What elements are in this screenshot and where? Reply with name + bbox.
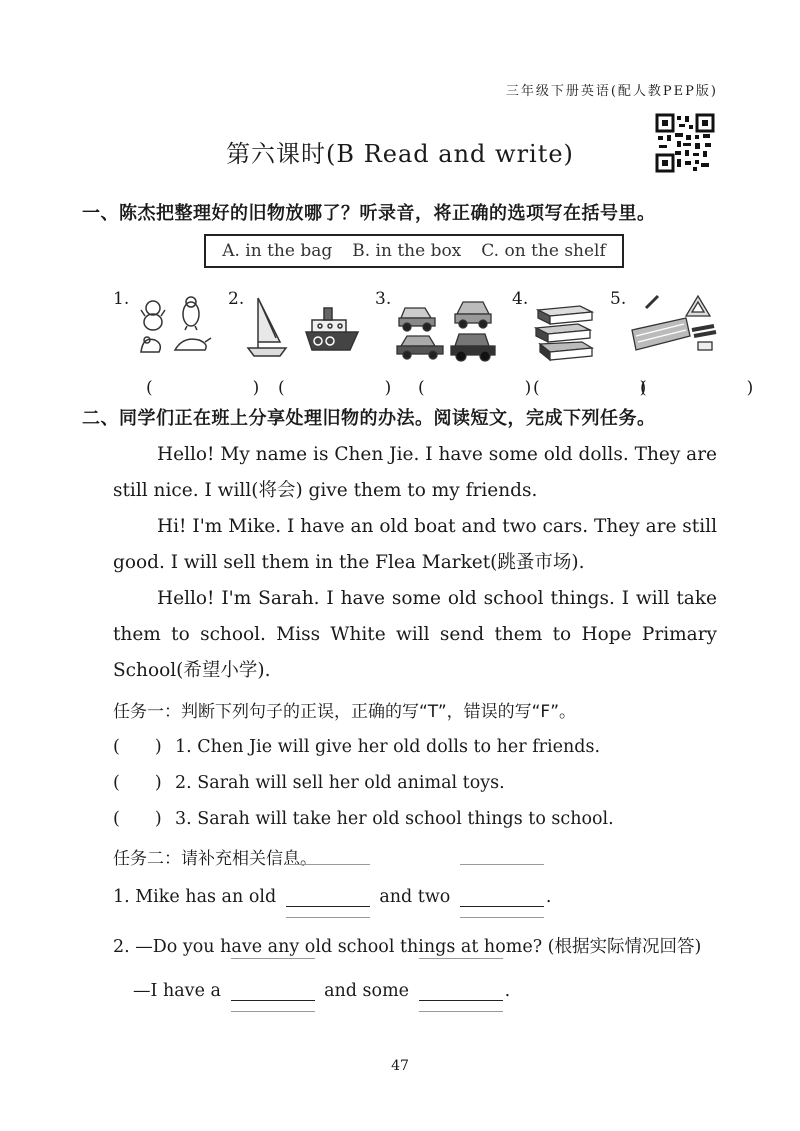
option-a: A. in the bag — [222, 241, 333, 261]
passage-paragraph: Hi! I'm Mike. I have an old boat and two cars. They are still good. I will sell them in the Flea Market(跳蚤市场). — [113, 516, 717, 573]
series-header: 三年级下册英语(配人教PEP版) — [505, 84, 718, 99]
answer-bracket[interactable]: ( ) — [533, 378, 669, 398]
answer-bracket[interactable]: ( ) — [113, 773, 162, 793]
tf-item: ( ) 1. Chen Jie will give her old dolls to her friends. — [113, 733, 600, 758]
school-things-icon — [628, 292, 720, 362]
options-box — [204, 234, 624, 268]
item-number: 3. — [375, 289, 392, 309]
tf-item: ( ) 2. Sarah will sell her old animal toys. — [113, 769, 505, 794]
item-number: 2. — [228, 289, 245, 309]
item-number: 5. — [610, 289, 627, 309]
answer-bracket[interactable]: ( ) — [146, 378, 282, 398]
task2-heading: 任务二：请补充相关信息。 — [113, 849, 317, 869]
answer-bracket[interactable]: ( ) — [418, 378, 554, 398]
fill-question-1: 1. Mike has an old and two . — [113, 887, 552, 907]
answer-blank[interactable] — [286, 886, 370, 907]
option-c: C. on the shelf — [481, 241, 606, 261]
passage-paragraph: Hello! My name is Chen Jie. I have some old dolls. They are still nice. I will(将会) give them to my friends. — [113, 444, 717, 501]
fill-answer-2: —I have a and some . — [133, 981, 511, 1001]
page-title: 第六课时(B Read and write) — [226, 140, 574, 168]
cars-icon — [395, 292, 505, 362]
answer-bracket[interactable]: ( ) — [640, 378, 776, 398]
section1-heading: 一、陈杰把整理好的旧物放哪了？听录音，将正确的选项写在括号里。 — [82, 203, 656, 224]
task1-heading: 任务一：判断下列句子的正误，正确的写“T”，错误的写“F”。 — [113, 702, 577, 722]
answer-blank[interactable] — [419, 980, 503, 1001]
fill-question-2: 2. —Do you have any old school things at home? (根据实际情况回答) — [113, 937, 702, 957]
passage-paragraph: Hello! I'm Sarah. I have some old school things. I will take them to school. Miss White will send them to Hope Primary School(希望小学). — [113, 588, 717, 681]
animal-toys-icon — [133, 292, 213, 362]
section2-heading: 二、同学们正在班上分享处理旧物的办法。阅读短文，完成下列任务。 — [82, 408, 656, 429]
books-icon — [530, 292, 600, 362]
answer-bracket[interactable]: ( ) — [278, 378, 414, 398]
item-number: 4. — [512, 289, 529, 309]
option-b: B. in the box — [352, 241, 462, 261]
answer-bracket[interactable]: ( ) — [113, 737, 162, 757]
item-number: 1. — [113, 289, 130, 309]
answer-blank[interactable] — [460, 886, 544, 907]
page-number: 47 — [391, 1058, 409, 1074]
answer-bracket[interactable]: ( ) — [113, 809, 162, 829]
boats-icon — [246, 292, 366, 362]
tf-item: ( ) 3. Sarah will take her old school things to school. — [113, 805, 614, 830]
answer-blank[interactable] — [231, 980, 315, 1001]
reading-passage — [113, 437, 717, 689]
